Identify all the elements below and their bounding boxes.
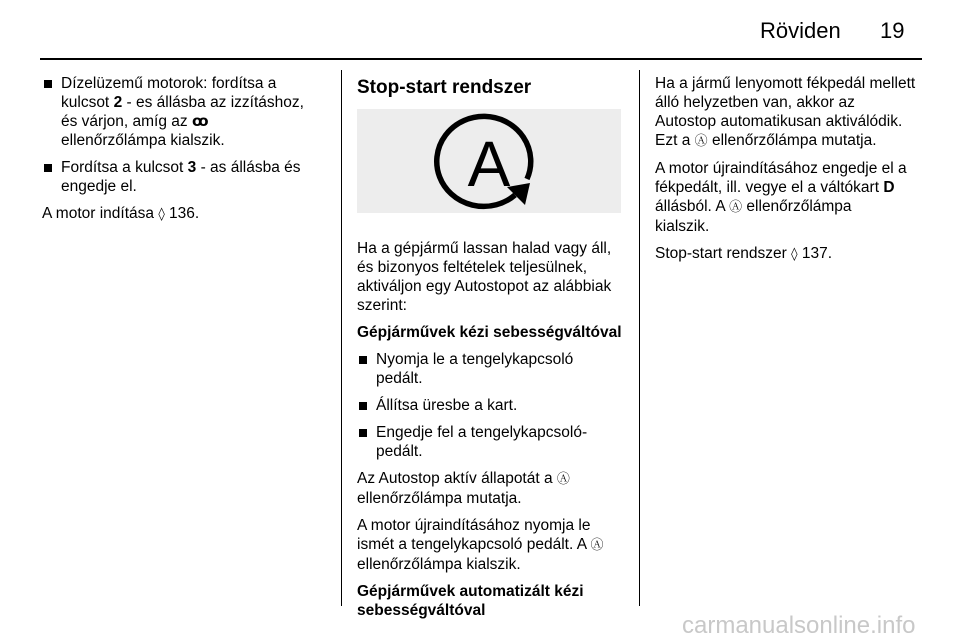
list-item: Nyomja le a tengelykapcsoló pedált. [357,350,629,388]
subheading: Gépjárművek kézi sebességváltóval [357,324,622,341]
page-number: 19 [880,18,905,43]
list-item: Fordítsa a kulcsot 3 - as állásba és engedje el. [42,158,334,196]
bullet-square-icon [44,80,52,88]
svg-text:A: A [467,128,511,200]
paragraph: Ha a jármű lenyomott fékpedál mellett álló helyzetben van, akkor az Autostop automatikusan aktiválódik. Ezt a Ⓐ ellenőrzőlámpa mutatja. [655,75,916,149]
autostop-indicator-icon: Ⓐ [694,134,708,149]
paragraph: A motor újraindításához nyomja le ismét a tengelykapcsoló pedált. A Ⓐ ellenőrzőlámpa kialszik. [357,517,604,573]
autostop-indicator-icon: Ⓐ [729,200,743,215]
autostop-icon [429,111,549,211]
column-3 [655,74,927,272]
list-item: Állítsa üresbe a kart. [357,396,629,415]
autostop-icon-panel [357,109,621,213]
paragraph: A motor újraindításához engedje el a fékpedált, ill. vegye el a váltókart D állásból. A Ⓐ ellenőrzőlámpa kialszik. [655,160,907,235]
paragraph: Ha a gépjármű lassan halad vagy áll, és bizonyos feltételek teljesülnek, aktiváljon egy Autostopot az alábbiak szerint: [357,240,612,314]
column-divider-1 [341,70,342,606]
bullet-square-icon [359,402,367,410]
column-1 [42,74,334,232]
reference-arrow-icon: ◊ [791,247,798,262]
cross-reference[interactable]: Stop-start rendszer ◊ 137. [655,245,833,262]
list-item: Dízelüzemű motorok: fordítsa a kulcsot 2 - es állásba az izzításhoz, és várjon, amíg az ꝏ ellenőrzőlámpa kialszik. [42,74,334,150]
subheading: Gépjárművek automatizált kézi sebességváltóval [357,583,584,619]
glow-plug-icon: ꝏ [191,112,209,130]
bullet-square-icon [359,356,367,364]
autostop-indicator-icon: Ⓐ [556,472,570,487]
paragraph: Az Autostop aktív állapotát a Ⓐ ellenőrzőlámpa mutatja. [357,470,570,507]
bullet-square-icon [44,164,52,172]
header-rule [40,58,922,60]
watermark: carmanualsonline.info [682,612,916,639]
section-title: Stop-start rendszer [357,77,532,98]
reference-arrow-icon: ◊ [158,207,165,222]
column-2 [357,74,629,628]
bullet-square-icon [359,429,367,437]
column-divider-2 [639,70,640,606]
autostop-indicator-icon: Ⓐ [590,538,604,553]
list-item: Engedje fel a tengelykapcsoló- pedált. [357,423,629,461]
cross-reference[interactable]: A motor indítása ◊ 136. [42,205,200,222]
page-title: Röviden [760,18,841,43]
